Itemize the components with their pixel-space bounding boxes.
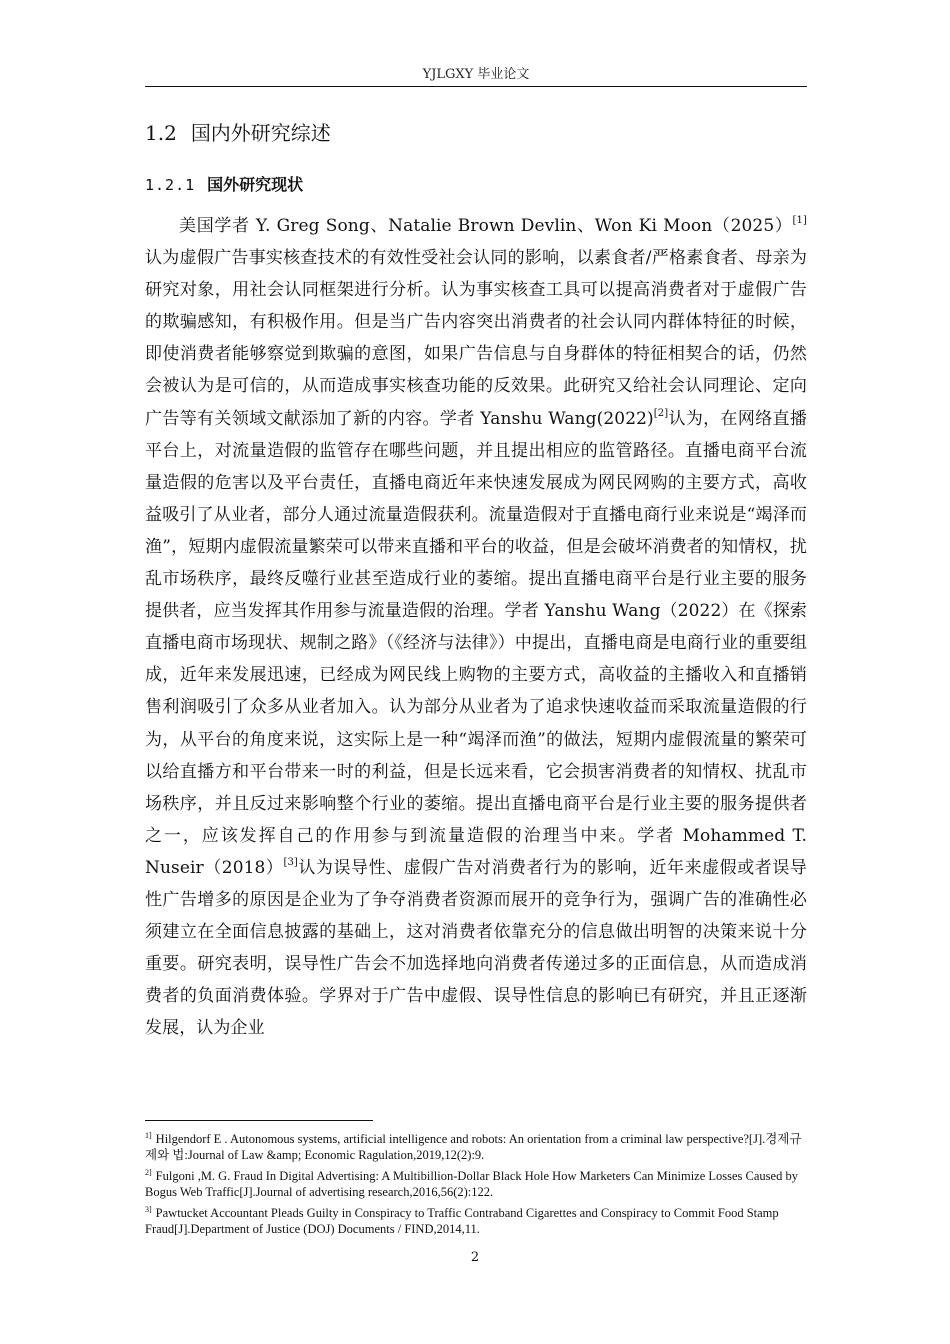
subsection-title: 国外研究现状 <box>207 175 304 194</box>
footnote-mark: 2] <box>145 1168 152 1177</box>
footnote-2 <box>145 1165 807 1200</box>
footnote-mark: 1] <box>145 1131 152 1140</box>
footnote-1 <box>145 1128 807 1163</box>
citation-ref-2: [2] <box>653 407 669 419</box>
body-text-part-1: 美国学者 Y. Greg Song、Natalie Brown Devlin、Won Ki Moon（2025） <box>179 216 793 236</box>
running-header: YJLGXY 毕业论文 <box>422 67 530 82</box>
footnote-mark: 3] <box>145 1205 152 1214</box>
footnotes <box>145 1128 807 1239</box>
body-text-part-2: 认为虚假广告事实核查技术的有效性受社会认同的影响，以素食者/严格素食者、母亲为研究对象，用社会认同框架进行分析。认为事实核查工具可以提高消费者对于虚假广告的欺骗感知，有积极作用。但是当广告内容突出消费者的社会认同内群体特征的时候，即使消费者能够察觉到欺骗的意图，如果广告信息与自身群体的特征相契合的话，仍然会被认为是可信的，从而造成事实核查功能的反效果。此研究又给社会认同理论、定向广告等有关领域文献添加了新的内容。学者 Yanshu Wang(2022) <box>145 248 807 429</box>
body-paragraph <box>145 210 807 1044</box>
body-text-part-3: 认为，在网络直播平台上，对流量造假的监管存在哪些问题，并且提出相应的监管路径。直播电商平台流量造假的危害以及平台责任，直播电商近年来快速发展成为网民网购的主要方式，高收益吸引了从业者，部分人通过流量造假获利。流量造假对于直播电商行业来说是“竭泽而渔”，短期内虚假流量繁荣可以带来直播和平台的收益，但是会破坏消费者的知情权，扰乱市场秩序，最终反噬行业甚至造成行业的萎缩。提出直播电商平台是行业主要的服务提供者，应当发挥其作用参与流量造假的治理。学者 Yanshu Wang（2022）在《探索直播电商市场现状、规制之路》（《经济与法律》）中提出，直播电商是电商行业的重要组成，近年来发展迅速，已经成为网民线上购物的主要方式，高收益的主播收入和直播销售利润吸引了众多从业者加入。认为部分从业者为了追求快速收益而采取流量造假的行为，从平台的角度来说，这实际上是一种“竭泽而渔”的做法，短期内虚假流量的繁荣可以给直播方和平台带来一时的利益，但是长远来看，它会损害消费者的知情权、扰乱市场秩序，并且反过来影响整个行业的萎缩。提出直播电商平台是行业主要的服务提供者之一，应该发挥自己的作用参与到流量造假的治理当中来。学者 Mohammed T. Nuseir（2018） <box>145 408 807 878</box>
footnote-text: Pawtucket Accountant Pleads Guilty in Conspiracy to Traffic Contraband Cigarettes and Conspiracy to Commit Food Stamp Fraud[J].Department of Justice (DOJ) Documents / FIND,2014,11. <box>145 1206 779 1236</box>
section-title: 国内外研究综述 <box>190 121 331 145</box>
section-number: 1.2 <box>145 121 177 145</box>
header-rule <box>145 86 807 87</box>
footnote-text: Fulgoni ,M. G. Fraud In Digital Advertising: A Multibillion-Dollar Black Hole How Marketers Can Minimize Losses Caused by Bogus Web Traffic[J].Journal of advertising research,2016,56(2):122. <box>145 1169 798 1199</box>
footnote-separator <box>145 1120 373 1121</box>
footnote-text: Hilgendorf E . Autonomous systems, artificial intelligence and robots: An orientation from a criminal law perspective?[J].경제규제와 법:Journal of Law &amp; Economic Ragulation,2019,12(2):9. <box>145 1132 802 1162</box>
subsection-heading <box>145 174 303 196</box>
citation-ref-1: [1] <box>792 215 807 226</box>
page-number: 2 <box>470 1250 480 1265</box>
footnote-3 <box>145 1202 807 1237</box>
section-heading <box>145 119 331 147</box>
subsection-number: 1.2.1 <box>145 176 196 194</box>
citation-ref-3: [3] <box>283 856 298 868</box>
body-text-part-4: 认为误导性、虚假广告对消费者行为的影响，近年来虚假或者误导性广告增多的原因是企业为了争夺消费者资源而展开的竞争行为，强调广告的准确性必须建立在全面信息披露的基础上，这对消费者依靠充分的信息做出明智的决策来说十分重要。研究表明，误导性广告会不加选择地向消费者传递过多的正面信息，从而造成消费者的负面消费体验。学界对于广告中虚假、误导性信息的影响已有研究，并且正逐渐发展，认为企业 <box>145 857 807 1039</box>
